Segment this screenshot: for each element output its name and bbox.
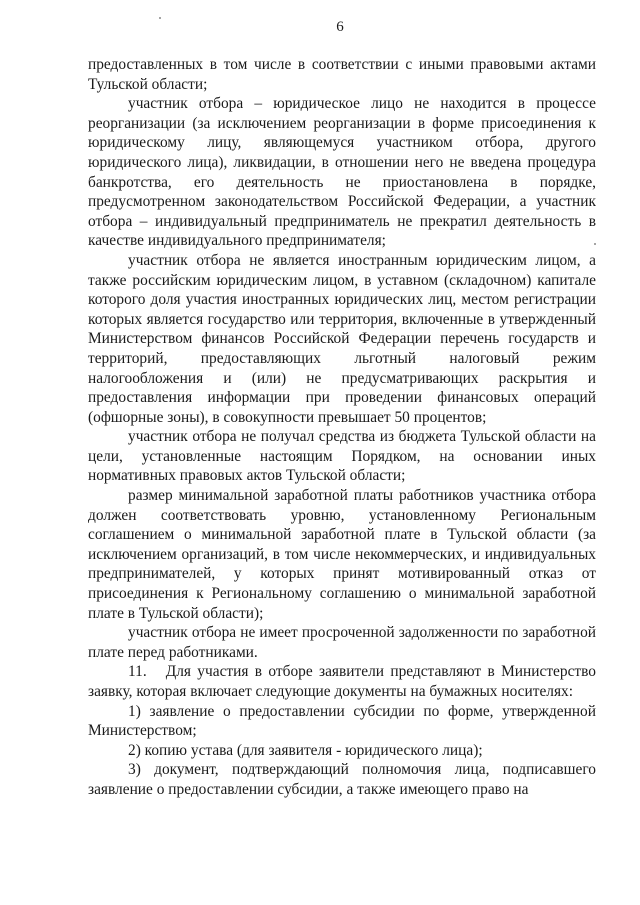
paragraph-reorganization: участник отбора – юридическое лицо не находится в процессе реорганизации (за исключением реорганизации в форме присоединения к юридическому лицу, являющемуся участником отбора, другого юридического лица), ликвидации, в отношении него не введена процедура банкротства, его деятельность не приостановлена в порядке, предусмотренном законодательством Российской Федерации, а участник отбора – индивидуальный предприниматель не прекратил деятельность в качестве индивидуального предпринимателя; bbox=[88, 95, 596, 250]
list-item-charter: 2) копию устава (для заявителя - юридического лица); bbox=[128, 741, 483, 759]
document-body bbox=[88, 55, 596, 800]
paragraph-continuation: предоставленных в том числе в соответствии с иными правовыми актами Тульской области; bbox=[88, 56, 596, 93]
paragraph-foreign-entity: участник отбора не является иностранным юридическим лицом, а также российским юридическим лицом, в уставном (складочном) капитале которого доля участия иностранных юридических лиц, местом регистрации которых является государство или территория, включенные в утвержденный Министерством финансов Российской Федерации перечень государств и территорий, предоставляющих льготный налоговый режим налогообложения и (или) не предусматривающих раскрытия и предоставления информации при проведении финансовых операций (офшорные зоны), в совокупности превышает 50 процентов; bbox=[88, 251, 596, 426]
list-item-application: 1) заявление о предоставлении субсидии по форме, утвержденной Министерством; bbox=[88, 702, 596, 740]
paragraph-wage-arrears: участник отбора не имеет просроченной задолженности по заработной плате перед работниками. bbox=[88, 624, 596, 661]
list-item-authority-document: 3) документ, подтверждающий полномочия лица, подписавшего заявление о предоставлении субсидии, а также имеющего право на bbox=[88, 761, 596, 798]
page-number: 6 bbox=[336, 19, 344, 35]
scan-speck bbox=[159, 17, 161, 19]
paragraph-budget-funds: участник отбора не получал средства из бюджета Тульской области на цели, установленные настоящим Порядком, на основании иных нормативных правовых актов Тульской области; bbox=[88, 428, 596, 485]
paragraph-clause-11: 11. Для участия в отборе заявители представляют в Министерство заявку, которая включает следующие документы на бумажных носителях: bbox=[88, 663, 596, 700]
paragraph-minimum-wage: размер минимальной заработной платы работников участника отбора должен соответствовать уровню, установленному Региональным соглашением о минимальной заработной плате в Тульской области (за исключением организаций, в том числе некоммерческих, и индивидуальных предпринимателей, у которых принят мотивированный отказ от присоединения к Региональному соглашению о минимальной заработной плате в Тульской области); bbox=[88, 487, 596, 622]
